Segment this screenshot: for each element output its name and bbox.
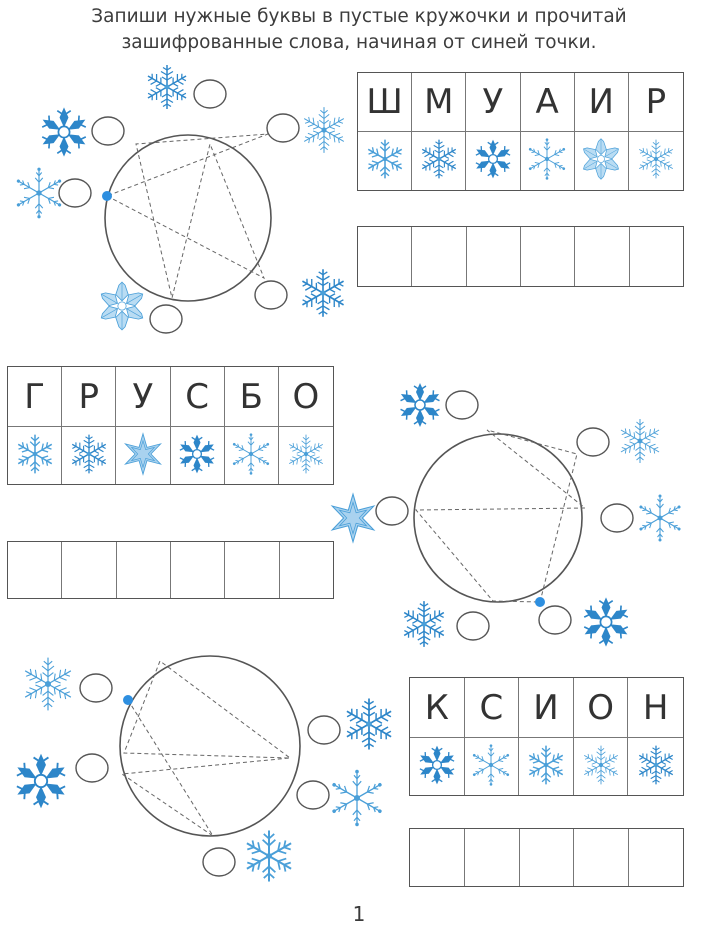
answer-cell[interactable] [465, 829, 520, 886]
empty-answer-circle[interactable] [446, 391, 478, 419]
snowflake-icon [10, 750, 72, 816]
cipher-snowflake-cell [410, 738, 465, 795]
snowflake-icon [395, 380, 445, 434]
empty-answer-circle[interactable] [297, 781, 329, 809]
answer-cell[interactable] [520, 829, 575, 886]
empty-answer-circle[interactable] [255, 281, 287, 309]
cipher-letter: Г [8, 367, 62, 427]
start-dot [123, 695, 133, 705]
snowflake-icon [340, 695, 398, 757]
page-number: 1 [352, 902, 366, 926]
empty-answer-circle[interactable] [150, 305, 182, 333]
cipher-circle [120, 656, 300, 836]
cipher-letter: О [574, 678, 629, 738]
empty-answer-circle[interactable] [92, 117, 124, 145]
snowflake-icon [579, 137, 623, 185]
snowflake-icon [635, 493, 685, 547]
answer-cell[interactable] [521, 227, 575, 286]
snowflake-icon [298, 104, 350, 160]
start-dot [535, 597, 545, 607]
empty-answer-circle[interactable] [194, 80, 226, 108]
snowflake-icon [12, 166, 66, 224]
empty-answer-circle[interactable] [601, 504, 633, 532]
start-dot [102, 191, 112, 201]
snowflake-icon [363, 137, 407, 185]
cipher-snowflake-cell [628, 738, 683, 795]
empty-answer-circle[interactable] [267, 114, 299, 142]
cipher-letter: С [171, 367, 225, 427]
snowflake-icon [524, 743, 568, 791]
answer-row-3 [409, 828, 684, 887]
empty-answer-circle[interactable] [539, 606, 571, 634]
cipher-snowflake-cell [225, 427, 279, 484]
cipher-snowflake-cell [521, 132, 575, 190]
snowflake-icon [175, 432, 219, 480]
cipher-snowflake-cell [574, 738, 629, 795]
empty-answer-circle[interactable] [76, 754, 108, 782]
cipher-letter: И [519, 678, 574, 738]
cipher-snowflake-cell [8, 427, 62, 484]
cipher-snowflake-cell [629, 132, 683, 190]
snowflake-icon [296, 266, 350, 324]
answer-cell[interactable] [171, 542, 225, 598]
answer-cell[interactable] [280, 542, 333, 598]
cipher-letter: Р [62, 367, 116, 427]
cipher-letter: О [279, 367, 333, 427]
empty-answer-circle[interactable] [577, 428, 609, 456]
cipher-snowflake-cell [171, 427, 225, 484]
cipher-snowflake-cell [412, 132, 466, 190]
cipher-circle [105, 135, 271, 301]
snowflake-icon [327, 492, 379, 548]
instruction-line-2: зашифрованные слова, начиная от синей точки. [121, 32, 597, 53]
snowflake-icon [469, 743, 513, 791]
cipher-letter: Р [629, 73, 683, 132]
cipher-letter: Ш [358, 73, 412, 132]
snowflake-icon [13, 432, 57, 480]
cipher-table-1 [357, 72, 684, 191]
empty-answer-circle[interactable] [376, 497, 408, 525]
circle-diagram-3 [120, 656, 300, 836]
cipher-letter: Н [628, 678, 683, 738]
empty-answer-circle[interactable] [203, 848, 235, 876]
snowflake-icon [634, 137, 678, 185]
cipher-snowflake-cell [358, 132, 412, 190]
cipher-snowflake-cell [466, 132, 520, 190]
snowflake-icon [240, 827, 298, 889]
answer-cell[interactable] [358, 227, 412, 286]
circle-diagram-2 [414, 430, 585, 602]
circle-diagram-1 [105, 134, 271, 301]
answer-cell[interactable] [410, 829, 465, 886]
cipher-snowflake-cell [465, 738, 520, 795]
snowflake-icon [96, 280, 148, 336]
answer-cell[interactable] [62, 542, 116, 598]
snowflake-icon [142, 62, 192, 116]
snowflake-icon [634, 743, 678, 791]
cipher-letter: М [412, 73, 466, 132]
cipher-letter: У [116, 367, 170, 427]
answer-row-1 [357, 226, 684, 287]
cipher-letter: Б [225, 367, 279, 427]
snowflake-icon [36, 104, 92, 164]
cipher-letter: К [410, 678, 465, 738]
snowflake-icon [525, 137, 569, 185]
answer-cell[interactable] [412, 227, 466, 286]
snowflake-icon [18, 654, 78, 718]
cipher-snowflake-cell [116, 427, 170, 484]
cipher-snowflake-cell [62, 427, 116, 484]
cipher-snowflake-cell [575, 132, 629, 190]
snowflake-icon [67, 432, 111, 480]
cipher-snowflake-cell [279, 427, 333, 484]
answer-cell[interactable] [575, 227, 629, 286]
answer-cell[interactable] [630, 227, 683, 286]
snowflake-icon [327, 768, 387, 832]
cipher-letter: С [465, 678, 520, 738]
snowflake-icon [121, 432, 165, 480]
cipher-table-2 [7, 366, 334, 485]
cipher-letter: А [521, 73, 575, 132]
snowflake-icon [229, 432, 273, 480]
snowflake-icon [284, 432, 328, 480]
answer-cell[interactable] [629, 829, 683, 886]
snowflake-icon [579, 743, 623, 791]
cipher-snowflake-cell [519, 738, 574, 795]
snowflake-icon [471, 137, 515, 185]
cipher-letter: И [575, 73, 629, 132]
snowflake-icon [398, 598, 450, 654]
cipher-letter: У [466, 73, 520, 132]
answer-cell[interactable] [8, 542, 62, 598]
answer-cell[interactable] [225, 542, 279, 598]
empty-answer-circle[interactable] [308, 716, 340, 744]
snowflake-icon [578, 594, 634, 654]
answer-row-2 [7, 541, 334, 599]
instruction-line-1: Запиши нужные буквы в пустые кружочки и прочитай [91, 6, 627, 27]
answer-cell[interactable] [467, 227, 521, 286]
cipher-table-3 [409, 677, 684, 796]
answer-cell[interactable] [117, 542, 171, 598]
answer-cell[interactable] [574, 829, 629, 886]
snowflake-icon [415, 743, 459, 791]
snowflake-icon [615, 416, 665, 470]
empty-answer-circle[interactable] [80, 674, 112, 702]
snowflake-icon [417, 137, 461, 185]
cipher-circle [414, 434, 582, 602]
empty-answer-circle[interactable] [457, 612, 489, 640]
